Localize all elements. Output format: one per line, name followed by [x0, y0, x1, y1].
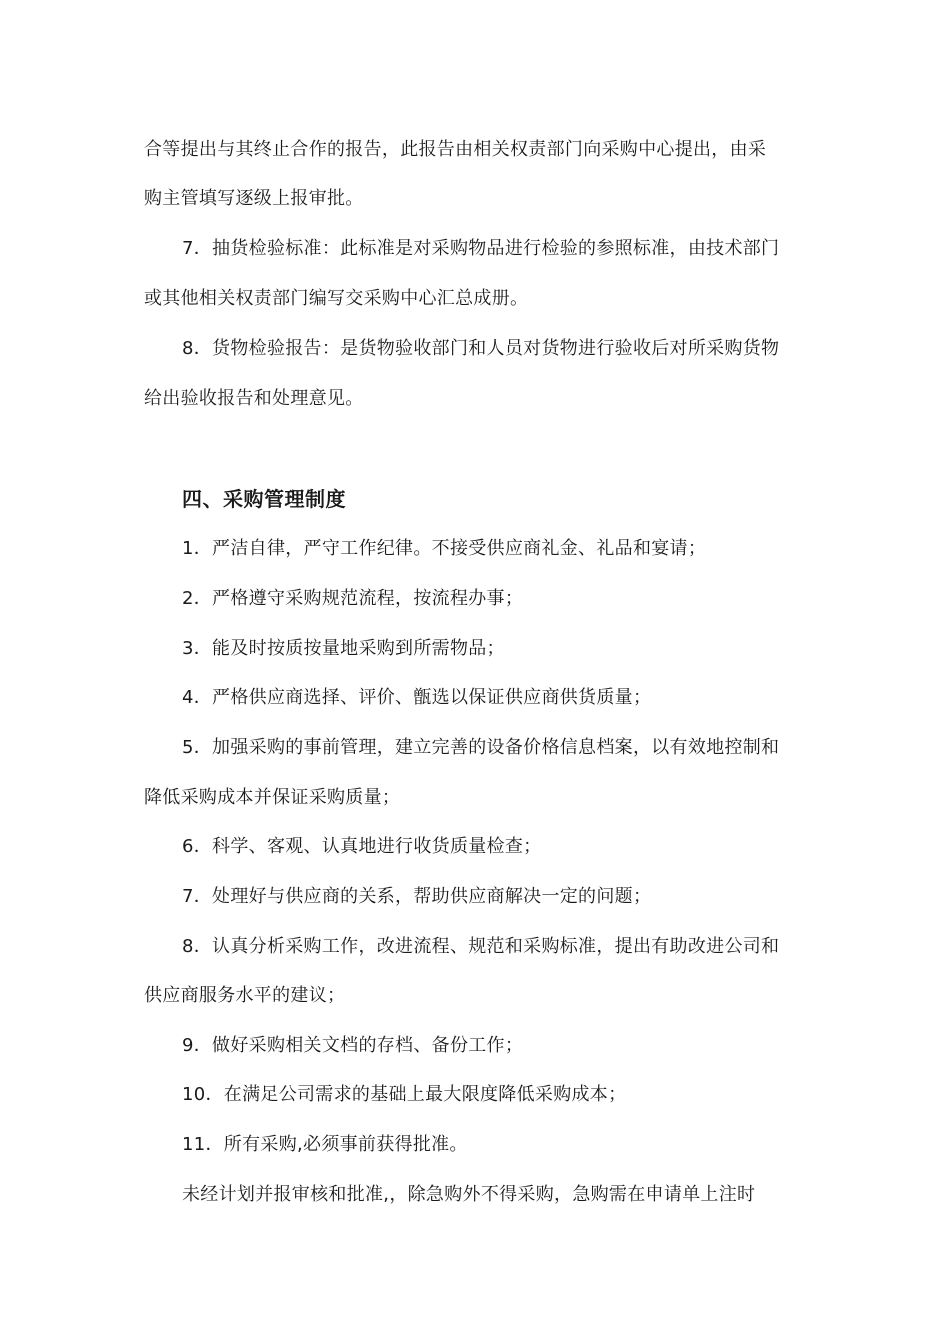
continuation-line-1: 合等提出与其终止合作的报告，此报告由相关权责部门向采购中心提出，由采 [144, 139, 767, 160]
item-8-line-1: 8．货物检验报告：是货物验收部门和人员对货物进行验收后对所采购货物 [182, 338, 780, 359]
section-heading: 四、采购管理制度 [182, 487, 346, 511]
item-7-line-2: 或其他相关权责部门编写交采购中心汇总成册。 [144, 288, 529, 309]
rule-4: 4．严格供应商选择、评价、甑选以保证供应商供货质量； [182, 687, 652, 708]
item-8-line-2: 给出验收报告和处理意见。 [144, 388, 364, 409]
rule-7: 7．处理好与供应商的关系，帮助供应商解决一定的问题； [182, 886, 652, 907]
rule-9: 9．做好采购相关文档的存档、备份工作； [182, 1035, 524, 1056]
rule-1: 1．严洁自律，严守工作纪律。不接受供应商礼金、礼品和宴请； [182, 538, 707, 559]
rule-8-line-2: 供应商服务水平的建议； [144, 985, 346, 1006]
rule-10: 10．在满足公司需求的基础上最大限度降低采购成本； [182, 1084, 627, 1105]
closing-paragraph: 未经计划并报审核和批准,，除急购外不得采购，急购需在申请单上注时 [182, 1184, 756, 1205]
continuation-line-2: 购主管填写逐级上报审批。 [144, 188, 364, 209]
rule-5-line-1: 5．加强采购的事前管理，建立完善的设备价格信息档案，以有效地控制和 [182, 737, 780, 758]
rule-2: 2．严格遵守采购规范流程，按流程办事； [182, 588, 524, 609]
rule-5-line-2: 降低采购成本并保证采购质量； [144, 787, 401, 808]
rule-8-line-1: 8．认真分析采购工作，改进流程、规范和采购标准，提出有助改进公司和 [182, 936, 780, 957]
item-7-line-1: 7．抽货检验标准：此标准是对采购物品进行检验的参照标准，由技术部门 [182, 238, 780, 259]
rule-3: 3．能及时按质按量地采购到所需物品； [182, 638, 505, 659]
rule-6: 6．科学、客观、认真地进行收货质量检查； [182, 836, 542, 857]
rule-11: 11．所有采购,必须事前获得批准。 [182, 1134, 468, 1155]
